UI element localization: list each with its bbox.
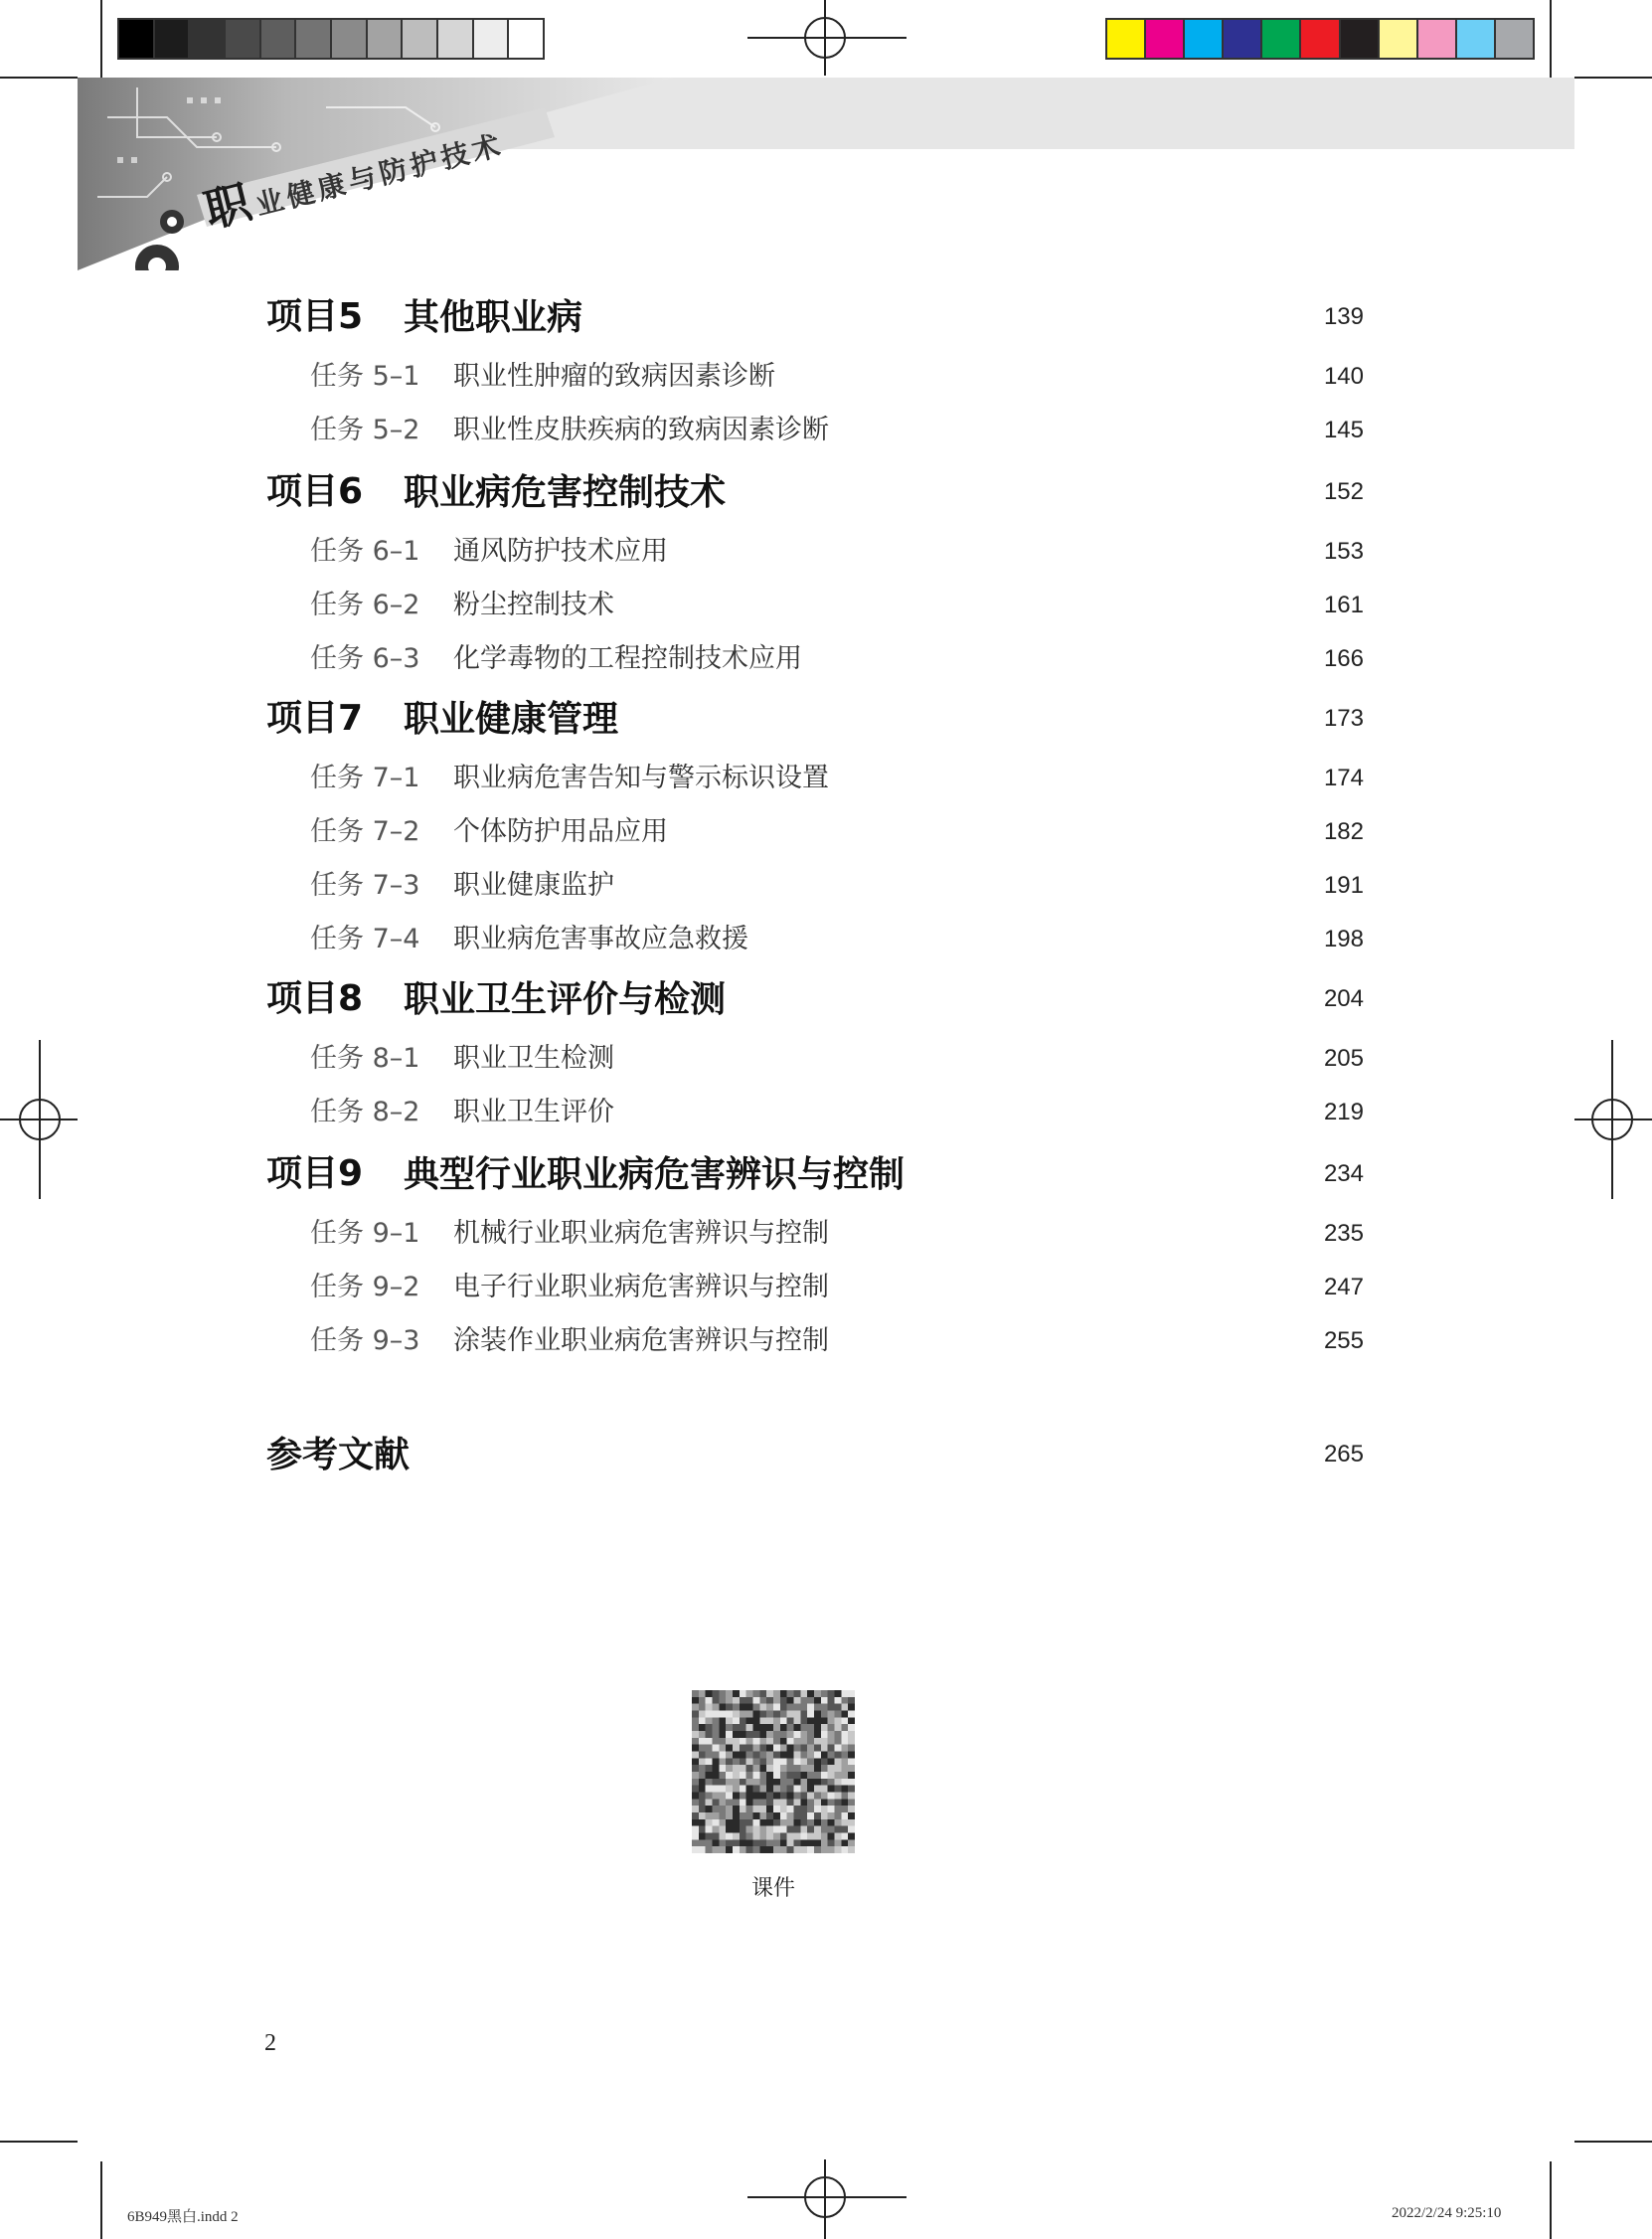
qr-label: 课件 bbox=[750, 1876, 795, 1901]
toc-page-number: 140 bbox=[1323, 363, 1364, 390]
toc-entry-number: 任务 6–1 bbox=[310, 536, 420, 567]
toc-entry-title: 个体防护用品应用 bbox=[453, 816, 668, 847]
toc-entry-number: 任务 5–2 bbox=[310, 415, 420, 445]
swatch bbox=[1457, 20, 1496, 58]
toc-page-number: 152 bbox=[1323, 478, 1364, 505]
toc-task-row[interactable] bbox=[0, 754, 1652, 803]
toc-entry-title: 电子行业职业病危害辨识与控制 bbox=[453, 1272, 829, 1302]
swatch bbox=[155, 20, 191, 58]
toc-page-number: 219 bbox=[1323, 1099, 1364, 1125]
swatch bbox=[509, 20, 543, 58]
toc-page-number: 255 bbox=[1323, 1327, 1364, 1354]
print-timestamp: 2022/2/24 9:25:10 bbox=[1392, 2205, 1502, 2221]
toc-task-row[interactable] bbox=[0, 352, 1652, 402]
swatch bbox=[226, 20, 261, 58]
swatch bbox=[190, 20, 226, 58]
toc-task-row[interactable] bbox=[0, 406, 1652, 455]
header-banner bbox=[78, 78, 1574, 270]
toc-chapter-row[interactable] bbox=[0, 292, 1652, 342]
toc-task-row[interactable] bbox=[0, 861, 1652, 911]
toc-page-number: 145 bbox=[1323, 417, 1364, 443]
toc-entry-number: 项目5 bbox=[266, 296, 364, 337]
swatch bbox=[474, 20, 510, 58]
toc-page-number: 265 bbox=[1323, 1441, 1364, 1467]
toc-entry-title: 化学毒物的工程控制技术应用 bbox=[453, 643, 802, 674]
toc-page-number: 198 bbox=[1323, 926, 1364, 952]
swatch bbox=[1341, 20, 1380, 58]
swatch bbox=[1380, 20, 1418, 58]
toc-page-number: 205 bbox=[1323, 1045, 1364, 1072]
toc-page-number: 247 bbox=[1323, 1274, 1364, 1300]
toc-chapter-row[interactable] bbox=[0, 694, 1652, 744]
swatch bbox=[1107, 20, 1146, 58]
toc-task-row[interactable] bbox=[0, 1034, 1652, 1084]
toc-references-row[interactable] bbox=[0, 1430, 1652, 1479]
toc-page-number: 204 bbox=[1323, 985, 1364, 1012]
swatch bbox=[296, 20, 332, 58]
swatch bbox=[1224, 20, 1262, 58]
toc-entry-number: 任务 9–3 bbox=[310, 1325, 420, 1356]
toc-task-row[interactable] bbox=[0, 915, 1652, 964]
toc-entry-number: 任务 6–2 bbox=[310, 590, 420, 620]
toc-entry-number: 任务 8–1 bbox=[310, 1043, 420, 1074]
swatch bbox=[332, 20, 368, 58]
swatch bbox=[1146, 20, 1185, 58]
toc-entry-title: 职业病危害事故应急救援 bbox=[453, 924, 748, 954]
toc-entry-number: 任务 7–1 bbox=[310, 763, 420, 793]
toc-entry-number: 任务 5–1 bbox=[310, 361, 420, 392]
toc-task-row[interactable] bbox=[0, 527, 1652, 577]
toc-task-row[interactable] bbox=[0, 1263, 1652, 1312]
toc-entry-number: 项目6 bbox=[266, 471, 364, 512]
swatch bbox=[1185, 20, 1224, 58]
toc-entry-number: 参考文献 bbox=[266, 1434, 411, 1475]
toc-page-number: 235 bbox=[1323, 1220, 1364, 1247]
toc-page-number: 182 bbox=[1323, 818, 1364, 845]
banner-title-initial: 职 bbox=[199, 174, 256, 239]
swatch bbox=[1496, 20, 1533, 58]
grayscale-bar bbox=[117, 18, 545, 60]
color-bar bbox=[1105, 18, 1535, 60]
toc-entry-title: 粉尘控制技术 bbox=[453, 590, 614, 620]
toc-entry-title: 职业健康管理 bbox=[404, 698, 619, 740]
page-number: 2 bbox=[264, 2030, 276, 2056]
toc-chapter-row[interactable] bbox=[0, 974, 1652, 1024]
toc-entry-number: 任务 9–2 bbox=[310, 1272, 420, 1302]
swatch bbox=[1301, 20, 1340, 58]
toc-page-number: 161 bbox=[1323, 592, 1364, 618]
swatch bbox=[1262, 20, 1301, 58]
toc-entry-title: 职业卫生评价与检测 bbox=[404, 978, 727, 1020]
toc-chapter-row[interactable] bbox=[0, 467, 1652, 517]
toc-task-row[interactable] bbox=[0, 807, 1652, 857]
toc-entry-title: 通风防护技术应用 bbox=[453, 536, 668, 567]
toc-entry-number: 任务 7–4 bbox=[310, 924, 420, 954]
toc-page-number: 166 bbox=[1323, 645, 1364, 672]
toc-page-number: 174 bbox=[1323, 765, 1364, 791]
toc-task-row[interactable] bbox=[0, 1088, 1652, 1137]
toc-entry-title: 职业卫生评价 bbox=[453, 1097, 614, 1127]
toc-entry-title: 典型行业职业病危害辨识与控制 bbox=[404, 1153, 906, 1195]
banner-title: 业健康与防护技术 bbox=[251, 127, 508, 222]
toc-page-number: 139 bbox=[1323, 303, 1364, 330]
toc-entry-number: 任务 7–2 bbox=[310, 816, 420, 847]
toc-entry-number: 项目7 bbox=[266, 698, 364, 739]
swatch bbox=[261, 20, 297, 58]
toc-entry-title: 职业性肿瘤的致病因素诊断 bbox=[453, 361, 775, 392]
toc-entry-title: 职业健康监护 bbox=[453, 870, 614, 901]
swatch bbox=[119, 20, 155, 58]
toc-task-row[interactable] bbox=[0, 1209, 1652, 1259]
swatch bbox=[368, 20, 404, 58]
toc-entry-number: 任务 8–2 bbox=[310, 1097, 420, 1127]
toc-entry-title: 其他职业病 bbox=[404, 296, 583, 338]
toc-task-row[interactable] bbox=[0, 581, 1652, 630]
toc-page-number: 191 bbox=[1323, 872, 1364, 899]
toc-task-row[interactable] bbox=[0, 634, 1652, 684]
toc-page-number: 153 bbox=[1323, 538, 1364, 565]
file-slug: 6B949黑白.indd 2 bbox=[127, 2209, 239, 2225]
toc-entry-number: 项目8 bbox=[266, 978, 364, 1019]
toc-task-row[interactable] bbox=[0, 1316, 1652, 1366]
toc-entry-number: 任务 7–3 bbox=[310, 870, 420, 901]
toc-page-number: 173 bbox=[1323, 705, 1364, 732]
qr-code bbox=[692, 1690, 855, 1853]
toc-page-number: 234 bbox=[1323, 1160, 1364, 1187]
toc-entry-title: 涂装作业职业病危害辨识与控制 bbox=[453, 1325, 829, 1356]
toc-entry-title: 职业性皮肤疾病的致病因素诊断 bbox=[453, 415, 829, 445]
toc-entry-title: 机械行业职业病危害辨识与控制 bbox=[453, 1218, 829, 1249]
toc-entry-number: 项目9 bbox=[266, 1153, 364, 1194]
swatch bbox=[1418, 20, 1457, 58]
toc-entry-number: 任务 6–3 bbox=[310, 643, 420, 674]
toc-entry-title: 职业病危害告知与警示标识设置 bbox=[453, 763, 829, 793]
toc-chapter-row[interactable] bbox=[0, 1149, 1652, 1199]
toc-entry-title: 职业卫生检测 bbox=[453, 1043, 614, 1074]
swatch bbox=[403, 20, 438, 58]
swatch bbox=[438, 20, 474, 58]
toc-entry-title: 职业病危害控制技术 bbox=[404, 471, 727, 513]
toc-entry-number: 任务 9–1 bbox=[310, 1218, 420, 1249]
